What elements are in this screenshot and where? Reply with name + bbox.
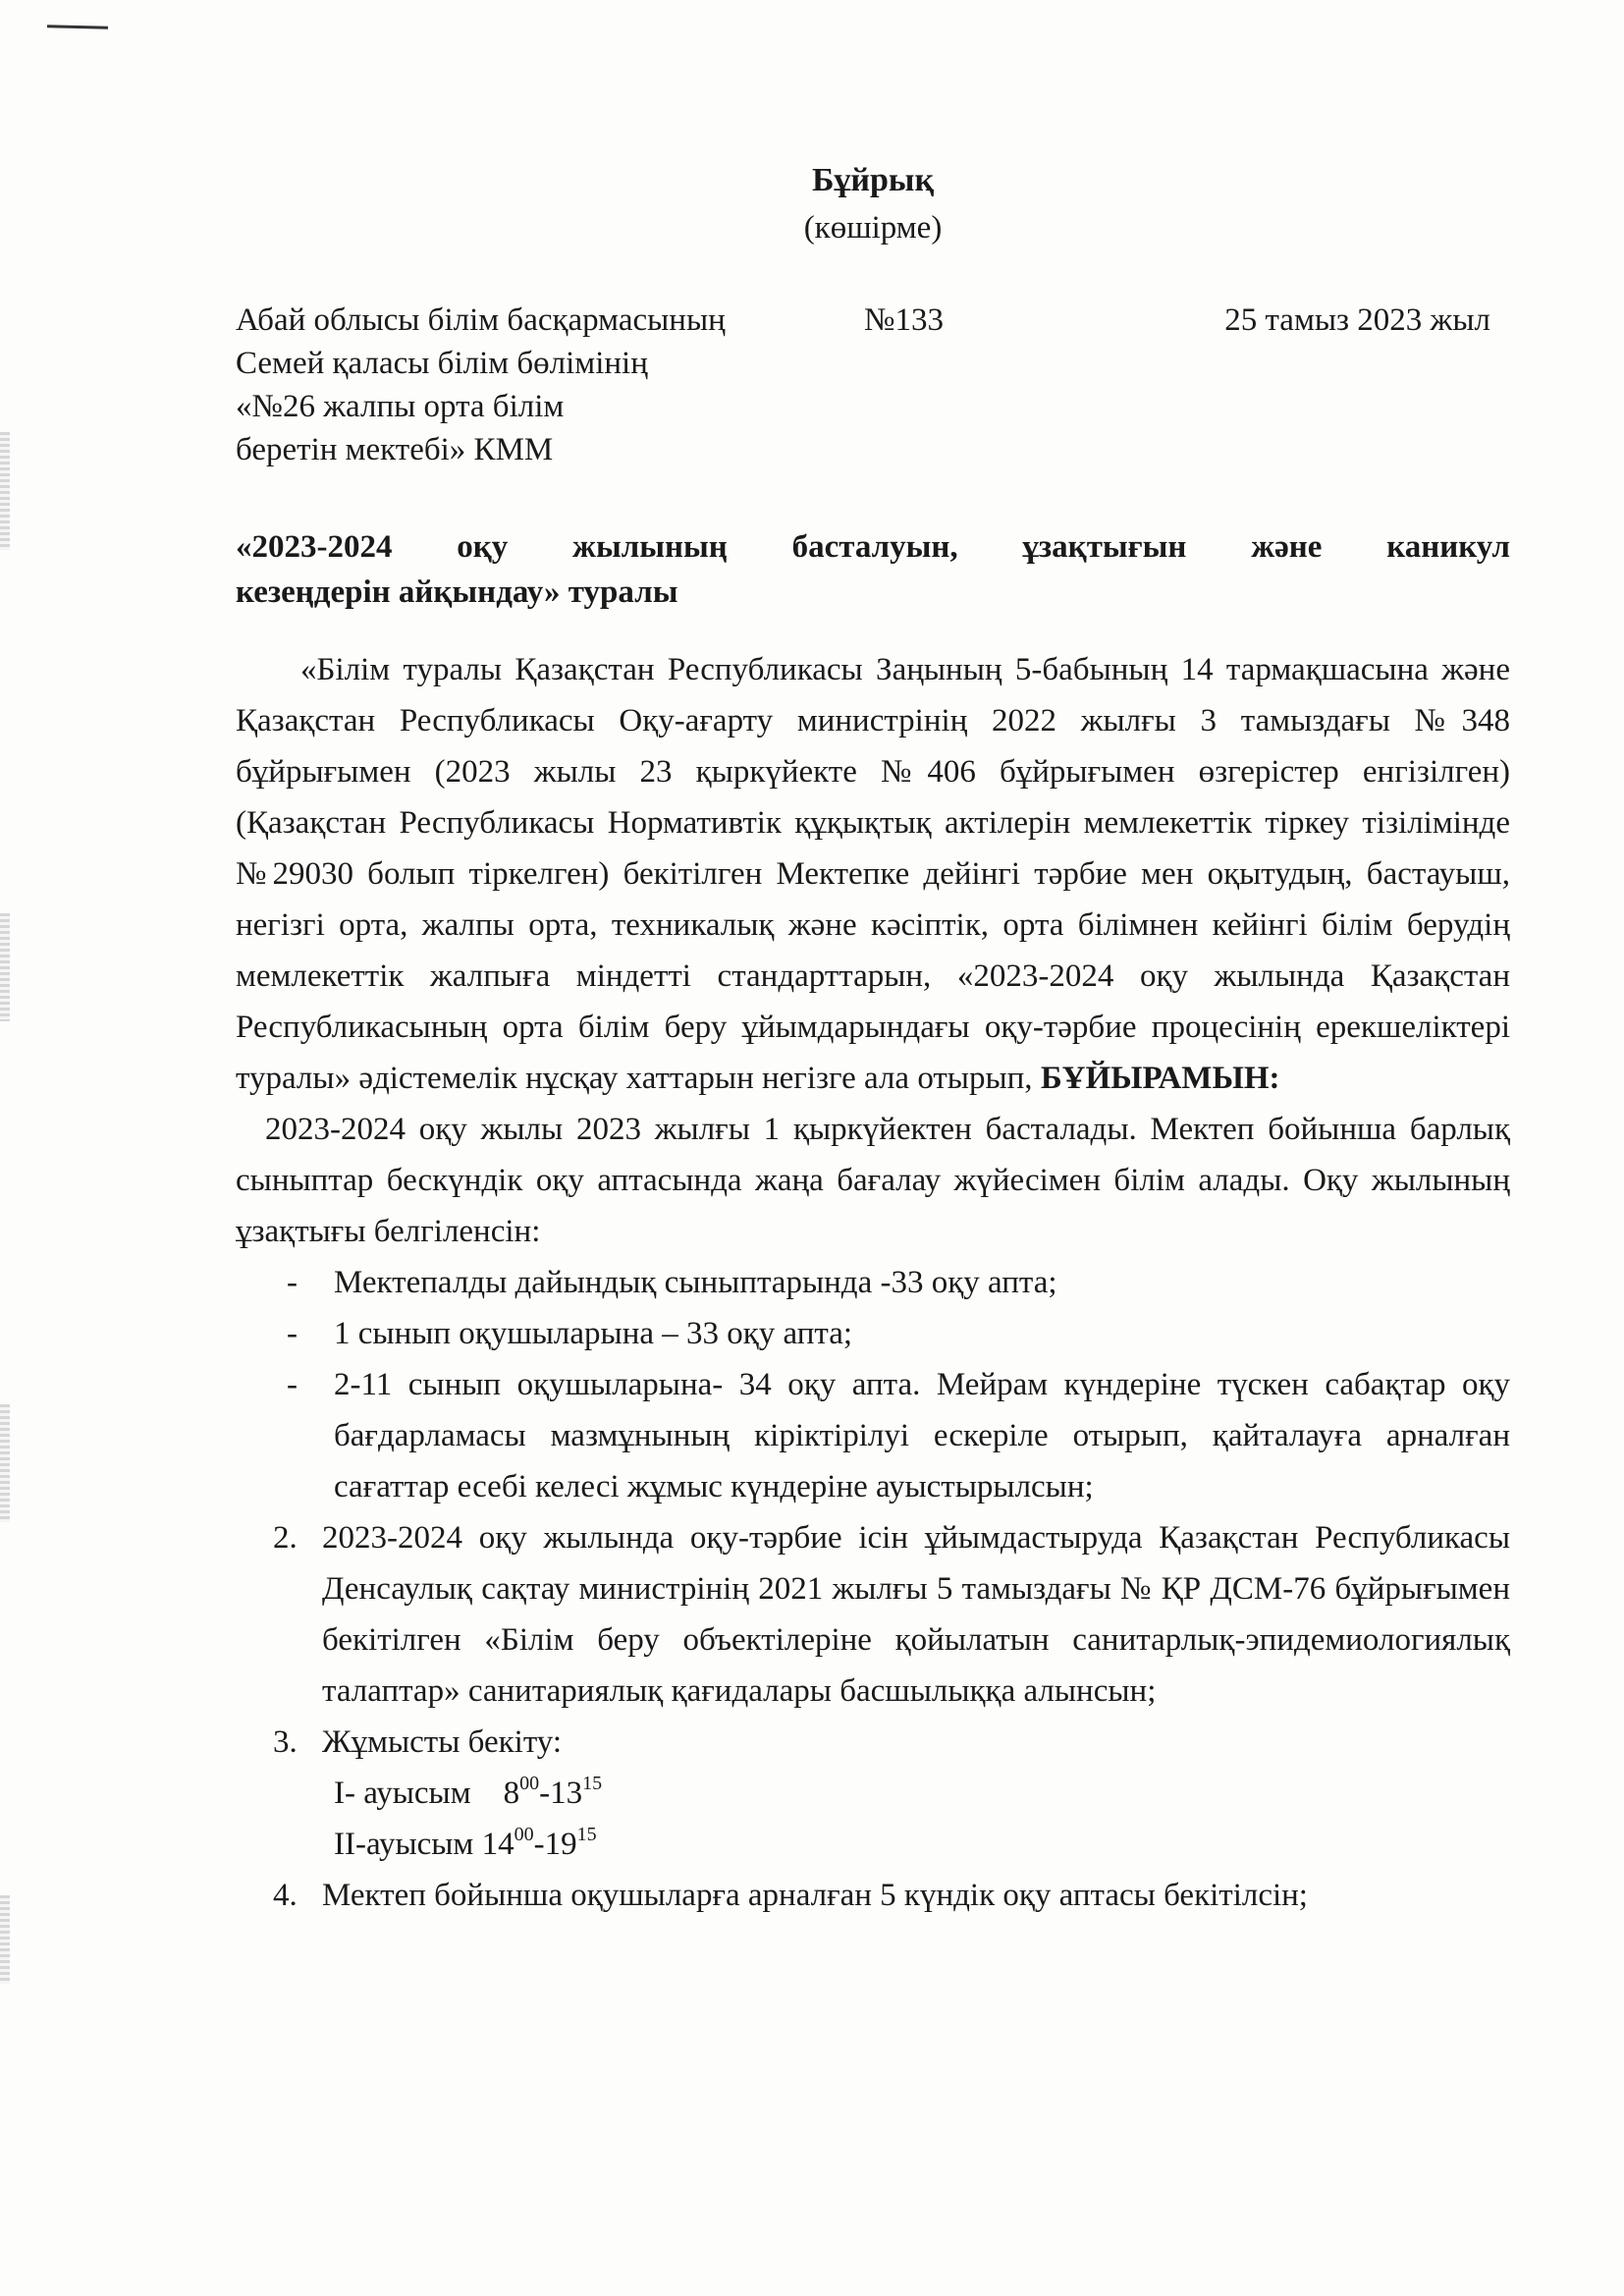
dash-bullet: - bbox=[287, 1367, 298, 1402]
organization-block bbox=[236, 299, 785, 471]
dash-list bbox=[236, 1257, 1510, 1512]
dash-bullet: - bbox=[287, 1316, 298, 1351]
scan-edge-artifact bbox=[0, 1404, 10, 1522]
scan-edge-artifact bbox=[0, 432, 10, 550]
scan-edge-artifact bbox=[0, 1895, 10, 1984]
shift-label: I- ауысым bbox=[334, 1776, 471, 1811]
shift-row: II-ауысым $14^{00}-19^{15}$ bbox=[334, 1824, 597, 1862]
list-item bbox=[236, 1512, 1510, 1717]
scan-edge-artifact bbox=[0, 913, 10, 1021]
shift-start-min: 00 bbox=[514, 1824, 534, 1845]
order-number: №133 bbox=[864, 302, 944, 338]
shift-start-hour: 14 bbox=[481, 1827, 514, 1862]
document-body bbox=[236, 157, 1510, 1921]
shift-start-min: 00 bbox=[519, 1773, 540, 1794]
list-item bbox=[236, 1308, 1510, 1359]
document-subtitle: (көшірме) bbox=[803, 210, 943, 246]
order-heading-line: кезеңдерін айқындау» туралы bbox=[236, 574, 678, 610]
numbered-list bbox=[236, 1512, 1510, 1921]
dash-bullet: - bbox=[287, 1265, 298, 1300]
order-word: БҰЙЫРАМЫН: bbox=[1040, 1061, 1280, 1096]
order-date: 25 тамыз 2023 жыл bbox=[1224, 302, 1490, 338]
item-number: 3. bbox=[273, 1724, 298, 1760]
shift-end-hour: 13 bbox=[550, 1776, 583, 1811]
list-item-text: Жұмысты бекіту: bbox=[322, 1724, 563, 1760]
order-heading bbox=[236, 524, 1510, 615]
shift-end-hour: 19 bbox=[544, 1827, 577, 1862]
list-item-text: Мектепалды дайындық сыныптарында -33 оқу апта; bbox=[334, 1265, 1057, 1300]
shift-start-hour: 8 bbox=[503, 1776, 520, 1811]
preamble-paragraph bbox=[236, 644, 1510, 1104]
document-title: Бұйрық bbox=[811, 162, 935, 198]
item-number: 4. bbox=[273, 1878, 298, 1913]
document-header bbox=[236, 299, 1510, 495]
list-item-text: 2-11 сынып оқушыларына- 34 оқу апта. Мейрам күндеріне түскен сабақтар оқу бағдарламасы мазмұнының кіріктірілуі ескеріле отырып, қайталауға арналған сағаттар есебі келесі жұмыс күндеріне ауыстырылсын; bbox=[334, 1367, 1510, 1504]
list-item-text: Мектеп бойынша оқушыларға арналған 5 күндік оқу аптасы бекітілсін; bbox=[322, 1878, 1308, 1913]
item-number: 2. bbox=[273, 1520, 298, 1556]
shift-label: II-ауысым bbox=[334, 1827, 474, 1862]
item-1-paragraph: 2023-2024 оқу жылы 2023 жылғы 1 қыркүйектен басталады. Мектеп бойынша барлық сыныптар бескүндік оқу аптасында жаңа бағалау жүйесімен білім алады. Оқу жылының ұзақтығы белгіленсін: bbox=[236, 1112, 1510, 1249]
org-line: Семей қаласы білім бөлімінің bbox=[236, 346, 648, 381]
org-line: беретін мектебі» КММ bbox=[236, 432, 554, 467]
preamble-text: «Білім туралы Қазақстан Республикасы Заңының 5-бабының 14 тармақшасына және Қазақстан Республикасы Оқу-ағарту министрінің 2022 жылғы 3 тамыздағы №348 бұйрығымен (2023 жылы 23 қыркүйекте №406 бұйрығымен өзгерістер енгізілген) (Қазақстан Республикасы Нормативтік құқықтық актілерін мемлекеттік тіркеу тізілімінде №29030 болып тіркелген) бекітілген Мектепке дейінгі тәрбие мен оқытудың, бастауыш, негізгі орта, жалпы орта, техникалық және кәсіптік, орта білімнен кейінгі білім берудің мемлекеттік жалпыға міндетті стандарттарын, «2023-2024 оқу жылында Қазақстан Республикасының орта білім беру ұйымдарындағы оқу-тәрбие процесінің ерекшеліктері туралы» әдістемелік нұсқау хаттарын негізге ала отырып, bbox=[236, 652, 1510, 1096]
shift-row: I- ауысым $8^{00}-13^{15}$ bbox=[334, 1773, 603, 1811]
list-item bbox=[236, 1257, 1510, 1308]
list-item bbox=[236, 1870, 1510, 1921]
list-item bbox=[236, 1717, 1510, 1870]
org-line: Абай облысы білім басқармасының bbox=[236, 302, 726, 338]
order-heading-line: «2023-2024 оқу жылының басталуын, ұзақтығын және каникул bbox=[236, 529, 1510, 565]
list-item-text: 1 сынып оқушыларына – 33 оқу апта; bbox=[334, 1316, 853, 1351]
scan-corner-mark bbox=[47, 25, 108, 29]
list-item-text: 2023-2024 оқу жылында оқу-тәрбие ісін ұйымдастыруда Қазақстан Республикасы Денсаулық сақтау министрінің 2021 жылғы 5 тамыздағы № ҚР ДСМ-76 бұйрығымен бекітілген «Білім беру объектілеріне қойылатын санитарлық-эпидемиологиялық талаптар» санитариялық қағидалары басшылыққа алынсын; bbox=[322, 1520, 1510, 1709]
list-item bbox=[236, 1359, 1510, 1512]
org-line: «№26 жалпы орта білім bbox=[236, 389, 565, 424]
shift-end-min: 15 bbox=[582, 1773, 603, 1794]
shift-end-min: 15 bbox=[576, 1824, 597, 1845]
